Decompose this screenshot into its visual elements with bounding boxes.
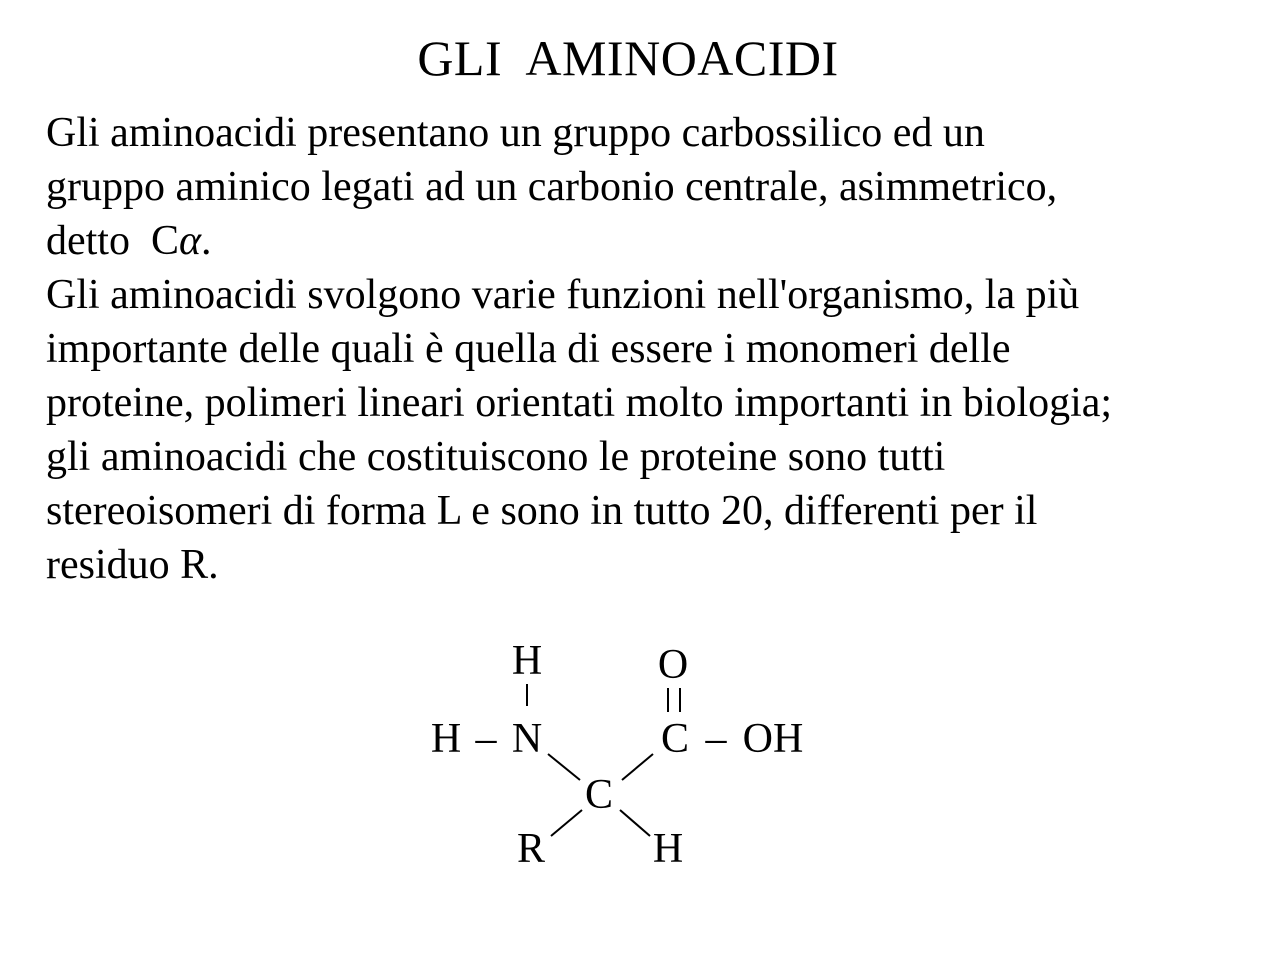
paragraph-2-line-5: stereoisomeri di forma L e sono in tutto 20, differenti per il <box>46 488 1038 534</box>
alpha-carbon: C <box>584 772 614 818</box>
paragraph-1-line-1: Gli aminoacidi presentano un gruppo carbossilico ed un <box>46 110 985 156</box>
carboxyl-carbon: C <box>660 716 690 762</box>
bond-c-alpha-h <box>620 810 650 836</box>
carboxyl-oxygen: O <box>657 642 689 688</box>
paragraph-2-line-6: residuo R. <box>46 542 219 588</box>
amine-hydrogen-top: H <box>511 638 543 684</box>
paragraph-2-line-1: Gli aminoacidi svolgono varie funzioni nell'organismo, la più <box>46 272 1080 318</box>
amine-bond-dash: – <box>475 716 497 762</box>
carboxyl-hydroxyl: OH <box>742 716 804 762</box>
bond-c-alpha-r <box>551 810 582 836</box>
alpha-symbol: α <box>179 218 202 264</box>
paragraph-1-line-2: gruppo aminico legati ad un carbonio centrale, asimmetrico, <box>46 164 1058 210</box>
slide-title: GLI AMINOACIDI <box>417 30 839 86</box>
residue-r: R <box>516 826 546 872</box>
paragraph-1-line-3-end: . <box>201 218 212 264</box>
bond-n-c-alpha <box>548 754 580 780</box>
alpha-hydrogen: H <box>652 826 684 872</box>
paragraph-1-line-3-text: detto C <box>46 218 179 264</box>
amine-nitrogen: N <box>511 716 543 762</box>
bond-c-alpha-c-carboxyl <box>622 754 653 780</box>
paragraph-2-line-3: proteine, polimeri lineari orientati molto importanti in biologia; <box>46 380 1113 426</box>
amine-hydrogen-left: H <box>430 716 462 762</box>
paragraph-2-line-2: importante delle quali è quella di essere i monomeri delle <box>46 326 1011 372</box>
carboxyl-bond-dash: – <box>705 716 727 762</box>
paragraph-2-line-4: gli aminoacidi che costituiscono le proteine sono tutti <box>46 434 946 480</box>
